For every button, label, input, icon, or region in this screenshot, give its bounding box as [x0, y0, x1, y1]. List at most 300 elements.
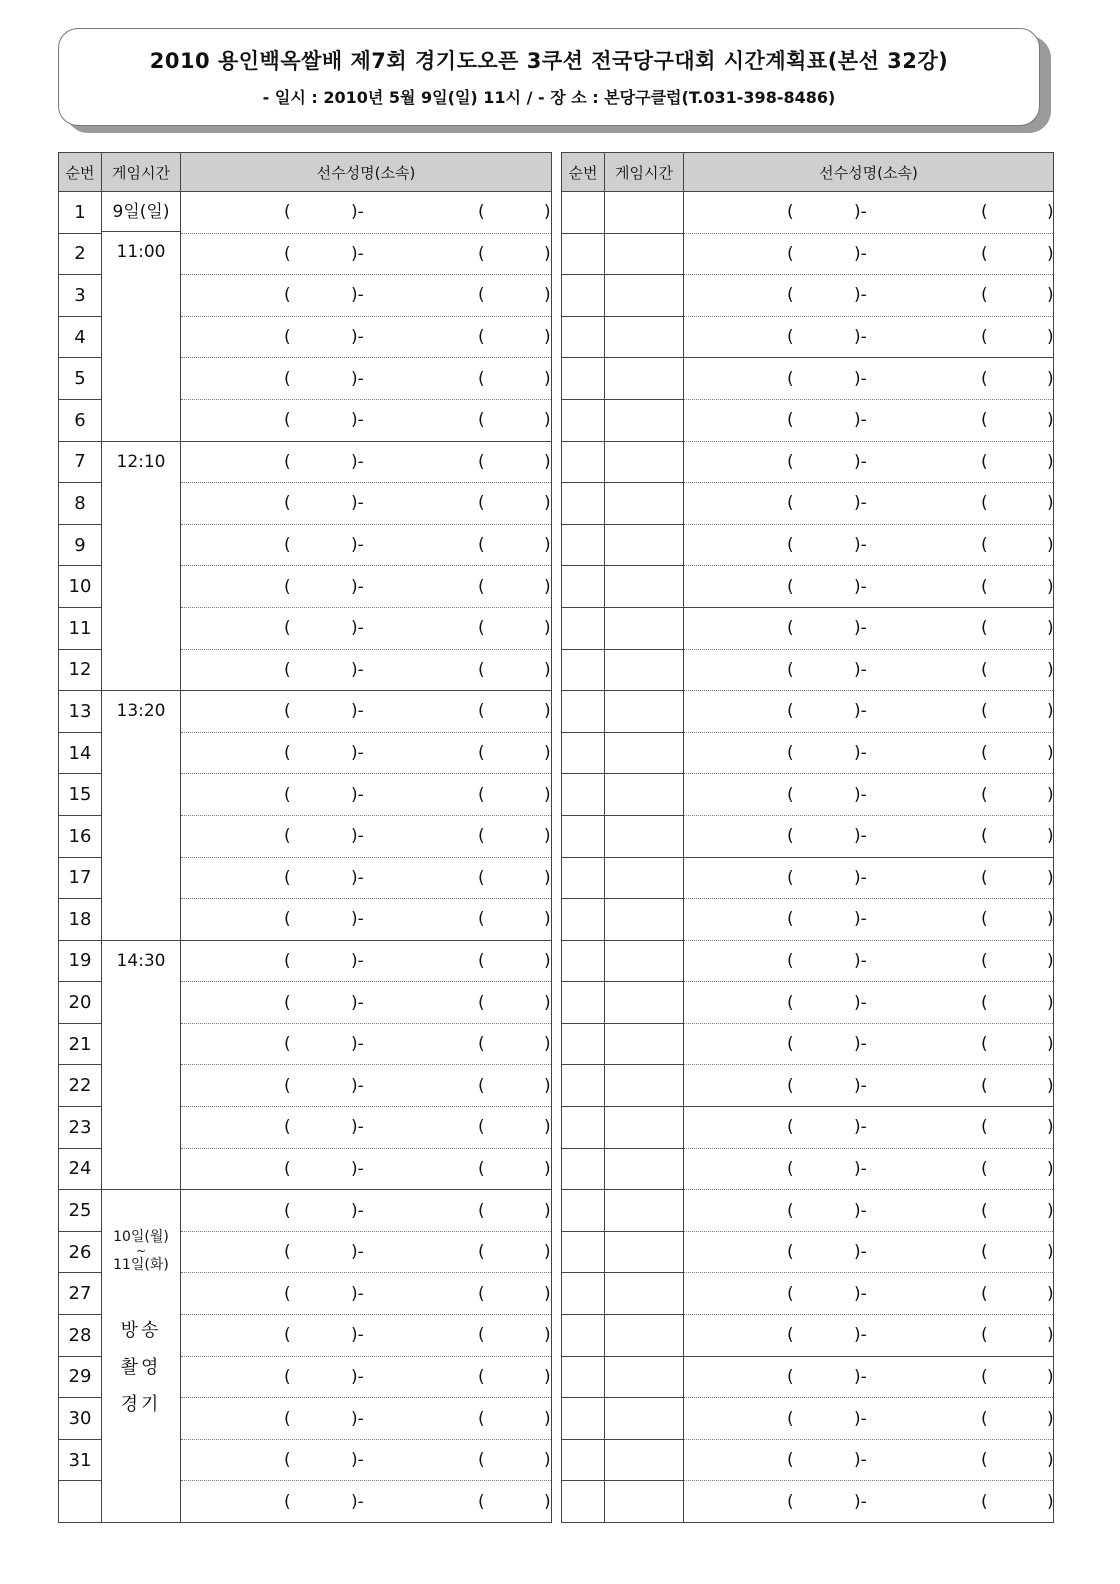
row-number-empty	[562, 233, 605, 275]
player2-close-paren: )	[1047, 1283, 1054, 1304]
player2-open-paren: (	[478, 285, 485, 306]
player2-close-paren: )	[544, 1034, 551, 1055]
player-pair-cell	[181, 857, 552, 899]
player1-close-dash: )-	[351, 743, 364, 764]
player1-close-dash: )-	[351, 950, 364, 971]
player2-open-paren: (	[981, 1117, 988, 1138]
player1-close-dash: )-	[351, 1117, 364, 1138]
player1-close-dash: )-	[854, 992, 867, 1013]
game-time-empty	[605, 732, 684, 774]
row-number: 29	[59, 1356, 102, 1398]
player1-open-paren: (	[787, 327, 794, 348]
player2-close-paren: )	[544, 410, 551, 431]
table-row	[562, 275, 1054, 317]
row-number-empty	[562, 1356, 605, 1398]
player1-open-paren: (	[787, 743, 794, 764]
player2-open-paren: (	[981, 1283, 988, 1304]
player-pair-cell	[181, 1190, 552, 1232]
player2-close-paren: )	[1047, 410, 1054, 431]
player1-close-dash: )-	[854, 243, 867, 264]
player2-close-paren: )	[544, 1325, 551, 1346]
table-row	[562, 316, 1054, 358]
player1-close-dash: )-	[351, 1158, 364, 1179]
player1-open-paren: (	[787, 659, 794, 680]
row-number-empty	[562, 1231, 605, 1273]
tilde-separator: ~	[135, 1244, 147, 1259]
player2-open-paren: (	[478, 1325, 485, 1346]
player1-close-dash: )-	[854, 618, 867, 639]
player1-open-paren: (	[787, 451, 794, 472]
player1-open-paren: (	[284, 992, 291, 1013]
player-pair-cell	[181, 358, 552, 400]
player1-open-paren: (	[787, 1450, 794, 1471]
player1-open-paren: (	[284, 1325, 291, 1346]
player1-open-paren: (	[787, 1200, 794, 1221]
player2-open-paren: (	[981, 1325, 988, 1346]
table-row	[59, 691, 552, 733]
game-time-empty	[605, 316, 684, 358]
player-pair-cell	[684, 316, 1054, 358]
player2-close-paren: )	[544, 950, 551, 971]
player1-open-paren: (	[284, 659, 291, 680]
row-number-empty	[562, 732, 605, 774]
player2-open-paren: (	[478, 1034, 485, 1055]
player-pair-cell	[181, 899, 552, 941]
player1-close-dash: )-	[351, 1491, 364, 1512]
game-time: 11:00	[116, 242, 166, 262]
player1-close-dash: )-	[854, 202, 867, 223]
player1-open-paren: (	[284, 1075, 291, 1096]
player2-close-paren: )	[544, 1408, 551, 1429]
game-time-empty	[605, 857, 684, 899]
player-pair-cell	[684, 857, 1054, 899]
player1-close-dash: )-	[351, 1450, 364, 1471]
player2-close-paren: )	[544, 451, 551, 472]
row-number-empty	[562, 275, 605, 317]
player1-close-dash: )-	[854, 1117, 867, 1138]
player2-close-paren: )	[1047, 1158, 1054, 1179]
game-time-cell	[102, 441, 181, 691]
player1-open-paren: (	[284, 1200, 291, 1221]
row-number-empty	[562, 649, 605, 691]
player1-open-paren: (	[787, 867, 794, 888]
player2-close-paren: )	[544, 659, 551, 680]
row-number: 2	[59, 233, 102, 275]
row-number-empty	[562, 815, 605, 857]
player-pair-cell	[684, 524, 1054, 566]
player1-close-dash: )-	[854, 1491, 867, 1512]
player1-close-dash: )-	[854, 451, 867, 472]
game-time-empty	[605, 774, 684, 816]
broadcast-line-1: 방송	[120, 1320, 162, 1342]
player2-close-paren: )	[1047, 909, 1054, 930]
player1-open-paren: (	[284, 867, 291, 888]
player-pair-cell	[181, 316, 552, 358]
player1-open-paren: (	[787, 1325, 794, 1346]
player2-close-paren: )	[544, 1200, 551, 1221]
player-pair-cell	[684, 940, 1054, 982]
game-time-cell	[102, 192, 181, 442]
table-row	[562, 358, 1054, 400]
player2-close-paren: )	[1047, 1075, 1054, 1096]
player-pair-cell	[181, 275, 552, 317]
row-number: 28	[59, 1315, 102, 1357]
game-time-empty	[605, 566, 684, 608]
schedule-table-left	[58, 152, 552, 1523]
player-pair-cell	[684, 1439, 1054, 1481]
player2-open-paren: (	[981, 576, 988, 597]
player1-open-paren: (	[284, 701, 291, 722]
player-pair-cell	[181, 1148, 552, 1190]
player2-open-paren: (	[478, 410, 485, 431]
player2-open-paren: (	[478, 950, 485, 971]
row-number-empty	[562, 1273, 605, 1315]
player2-close-paren: )	[544, 285, 551, 306]
player2-close-paren: )	[1047, 327, 1054, 348]
table-row	[562, 1190, 1054, 1232]
player-pair-cell	[684, 1231, 1054, 1273]
player1-open-paren: (	[284, 285, 291, 306]
player2-open-paren: (	[981, 992, 988, 1013]
game-time-empty	[605, 982, 684, 1024]
player-pair-cell	[181, 815, 552, 857]
table-row	[562, 1481, 1054, 1523]
player1-open-paren: (	[284, 1034, 291, 1055]
player1-open-paren: (	[284, 368, 291, 389]
row-number-empty	[562, 1315, 605, 1357]
col-seq-header: 순번	[59, 153, 102, 192]
player1-close-dash: )-	[854, 410, 867, 431]
table-row	[59, 940, 552, 982]
player1-close-dash: )-	[854, 535, 867, 556]
player2-open-paren: (	[981, 618, 988, 639]
player2-close-paren: )	[544, 992, 551, 1013]
player1-open-paren: (	[284, 1158, 291, 1179]
row-number: 20	[59, 982, 102, 1024]
player1-open-paren: (	[284, 327, 291, 348]
player2-close-paren: )	[544, 1075, 551, 1096]
col-seq-header: 순번	[562, 153, 605, 192]
player1-open-paren: (	[787, 243, 794, 264]
table-row	[562, 1231, 1054, 1273]
game-time-empty	[605, 940, 684, 982]
player1-open-paren: (	[284, 576, 291, 597]
player1-close-dash: )-	[854, 950, 867, 971]
row-number: 31	[59, 1439, 102, 1481]
row-number: 17	[59, 857, 102, 899]
player1-close-dash: )-	[351, 1283, 364, 1304]
row-number-empty	[562, 1398, 605, 1440]
row-number: 19	[59, 940, 102, 982]
player1-close-dash: )-	[351, 1242, 364, 1263]
player1-open-paren: (	[284, 493, 291, 514]
player2-close-paren: )	[1047, 826, 1054, 847]
player2-close-paren: )	[1047, 285, 1054, 306]
player-pair-cell	[684, 732, 1054, 774]
player2-close-paren: )	[544, 1366, 551, 1387]
player2-close-paren: )	[544, 743, 551, 764]
table-row	[562, 1315, 1054, 1357]
player1-close-dash: )-	[351, 202, 364, 223]
col-players-header: 선수성명(소속)	[684, 153, 1054, 192]
player2-open-paren: (	[478, 493, 485, 514]
col-time-header: 게임시간	[605, 153, 684, 192]
player1-close-dash: )-	[854, 701, 867, 722]
table-row	[562, 857, 1054, 899]
player1-close-dash: )-	[351, 909, 364, 930]
row-number: 25	[59, 1190, 102, 1232]
player2-close-paren: )	[544, 784, 551, 805]
row-number: 10	[59, 566, 102, 608]
player2-open-paren: (	[478, 1117, 485, 1138]
game-time-empty	[605, 1065, 684, 1107]
row-number: 4	[59, 316, 102, 358]
player-pair-cell	[684, 1148, 1054, 1190]
row-number-empty	[562, 441, 605, 483]
game-time-empty	[605, 899, 684, 941]
player2-open-paren: (	[478, 1075, 485, 1096]
player2-close-paren: )	[544, 701, 551, 722]
game-time-empty	[605, 1356, 684, 1398]
row-number: 27	[59, 1273, 102, 1315]
player-pair-cell	[181, 1065, 552, 1107]
table-row	[562, 566, 1054, 608]
row-number: 1	[59, 192, 102, 234]
player2-open-paren: (	[981, 368, 988, 389]
player1-open-paren: (	[787, 368, 794, 389]
player1-open-paren: (	[787, 909, 794, 930]
player-pair-cell	[181, 441, 552, 483]
table-row	[562, 899, 1054, 941]
player1-close-dash: )-	[351, 1075, 364, 1096]
row-number-empty	[562, 857, 605, 899]
player1-open-paren: (	[284, 743, 291, 764]
player2-open-paren: (	[981, 1408, 988, 1429]
player-pair-cell	[684, 358, 1054, 400]
row-number: 15	[59, 774, 102, 816]
player1-close-dash: )-	[351, 451, 364, 472]
player1-open-paren: (	[787, 1117, 794, 1138]
row-number-empty	[562, 1065, 605, 1107]
player-pair-cell	[684, 1190, 1054, 1232]
player-pair-cell	[181, 1023, 552, 1065]
player-pair-cell	[181, 691, 552, 733]
player2-open-paren: (	[981, 1075, 988, 1096]
broadcast-block	[102, 1190, 180, 1522]
player2-open-paren: (	[981, 243, 988, 264]
player2-close-paren: )	[544, 909, 551, 930]
row-number-empty	[562, 358, 605, 400]
player1-close-dash: )-	[351, 826, 364, 847]
player1-close-dash: )-	[854, 1034, 867, 1055]
player-pair-cell	[181, 1107, 552, 1149]
player2-close-paren: )	[1047, 743, 1054, 764]
player2-close-paren: )	[544, 535, 551, 556]
game-time-empty	[605, 1315, 684, 1357]
player1-close-dash: )-	[854, 659, 867, 680]
row-number-empty	[562, 899, 605, 941]
row-number: 18	[59, 899, 102, 941]
player1-close-dash: )-	[351, 368, 364, 389]
player-pair-cell	[181, 607, 552, 649]
player2-close-paren: )	[544, 618, 551, 639]
table-row	[59, 192, 552, 234]
row-number: 14	[59, 732, 102, 774]
player1-close-dash: )-	[854, 493, 867, 514]
player2-close-paren: )	[1047, 1408, 1054, 1429]
player2-close-paren: )	[1047, 535, 1054, 556]
row-number: 6	[59, 399, 102, 441]
row-number-empty	[562, 940, 605, 982]
table-row	[562, 732, 1054, 774]
player1-open-paren: (	[284, 1242, 291, 1263]
player1-close-dash: )-	[351, 784, 364, 805]
player2-open-paren: (	[478, 1408, 485, 1429]
row-number-empty	[562, 1439, 605, 1481]
player2-open-paren: (	[478, 1491, 485, 1512]
player2-close-paren: )	[544, 493, 551, 514]
row-number: 11	[59, 607, 102, 649]
player1-close-dash: )-	[351, 992, 364, 1013]
player1-open-paren: (	[787, 285, 794, 306]
player-pair-cell	[181, 982, 552, 1024]
player2-open-paren: (	[981, 784, 988, 805]
player2-close-paren: )	[1047, 1034, 1054, 1055]
player-pair-cell	[684, 441, 1054, 483]
player1-close-dash: )-	[351, 285, 364, 306]
player1-open-paren: (	[787, 618, 794, 639]
player1-close-dash: )-	[351, 618, 364, 639]
row-number-empty	[562, 691, 605, 733]
game-time-cell	[102, 691, 181, 941]
row-number-empty	[562, 192, 605, 234]
row-number-empty	[562, 483, 605, 525]
row-number: 9	[59, 524, 102, 566]
player2-close-paren: )	[1047, 493, 1054, 514]
row-number-empty	[562, 1148, 605, 1190]
game-time-empty	[605, 1148, 684, 1190]
game-time-empty	[605, 815, 684, 857]
table-row	[562, 1107, 1054, 1149]
player1-close-dash: )-	[854, 1242, 867, 1263]
player2-close-paren: )	[1047, 1242, 1054, 1263]
player-pair-cell	[181, 649, 552, 691]
row-number: 16	[59, 815, 102, 857]
player-pair-cell	[684, 899, 1054, 941]
player2-open-paren: (	[478, 1158, 485, 1179]
game-time-cell	[102, 940, 181, 1190]
player1-open-paren: (	[787, 535, 794, 556]
player-pair-cell	[684, 566, 1054, 608]
player1-close-dash: )-	[351, 327, 364, 348]
player2-close-paren: )	[544, 867, 551, 888]
player-pair-cell	[181, 192, 552, 234]
player2-close-paren: )	[544, 243, 551, 264]
page-subtitle: - 일시 : 2010년 5월 9일(일) 11시 / - 장 소 : 본당구클럽(T.031-398-8486)	[262, 88, 836, 107]
row-number-empty	[562, 1023, 605, 1065]
page-title: 2010 용인백옥쌀배 제7회 경기도오픈 3쿠션 전국당구대회 시간계획표(본선 32강)	[149, 49, 949, 73]
player1-open-paren: (	[787, 1491, 794, 1512]
player1-close-dash: )-	[351, 576, 364, 597]
game-time-empty	[605, 524, 684, 566]
player-pair-cell	[181, 1481, 552, 1523]
player1-close-dash: )-	[854, 784, 867, 805]
table-row	[562, 1398, 1054, 1440]
game-time-empty	[605, 1231, 684, 1273]
player-pair-cell	[181, 732, 552, 774]
row-number: 21	[59, 1023, 102, 1065]
player2-close-paren: )	[1047, 451, 1054, 472]
player2-open-paren: (	[478, 867, 485, 888]
player2-open-paren: (	[981, 1491, 988, 1512]
player-pair-cell	[181, 1356, 552, 1398]
table-row	[562, 1023, 1054, 1065]
player1-close-dash: )-	[854, 576, 867, 597]
player2-open-paren: (	[981, 410, 988, 431]
row-number: 8	[59, 483, 102, 525]
player2-open-paren: (	[981, 1158, 988, 1179]
player1-open-paren: (	[284, 410, 291, 431]
table-row	[562, 1439, 1054, 1481]
player-pair-cell	[684, 1023, 1054, 1065]
row-number: 3	[59, 275, 102, 317]
title-box	[58, 28, 1040, 126]
player-pair-cell	[684, 982, 1054, 1024]
player2-open-paren: (	[478, 327, 485, 348]
player-pair-cell	[684, 1107, 1054, 1149]
table-row	[562, 815, 1054, 857]
player1-open-paren: (	[787, 1283, 794, 1304]
player1-close-dash: )-	[854, 327, 867, 348]
row-number: 12	[59, 649, 102, 691]
player2-open-paren: (	[981, 202, 988, 223]
player2-open-paren: (	[478, 701, 485, 722]
player1-close-dash: )-	[351, 701, 364, 722]
player2-close-paren: )	[544, 576, 551, 597]
game-time-empty	[605, 1398, 684, 1440]
player1-open-paren: (	[284, 243, 291, 264]
player2-close-paren: )	[544, 1491, 551, 1512]
player1-close-dash: )-	[854, 826, 867, 847]
player2-open-paren: (	[981, 867, 988, 888]
row-number-empty	[562, 316, 605, 358]
player-pair-cell	[181, 940, 552, 982]
player1-open-paren: (	[284, 202, 291, 223]
player1-open-paren: (	[787, 950, 794, 971]
player2-close-paren: )	[1047, 618, 1054, 639]
game-time: 12:10	[116, 451, 166, 472]
player2-close-paren: )	[1047, 243, 1054, 264]
game-time-empty	[605, 691, 684, 733]
player1-open-paren: (	[284, 784, 291, 805]
table-row	[562, 1273, 1054, 1315]
player2-close-paren: )	[1047, 1491, 1054, 1512]
player-pair-cell	[181, 1231, 552, 1273]
table-row	[562, 774, 1054, 816]
player2-close-paren: )	[1047, 202, 1054, 223]
player1-close-dash: )-	[351, 1200, 364, 1221]
player2-close-paren: )	[1047, 576, 1054, 597]
broadcast-start-date: 10일(월)	[113, 1229, 169, 1246]
game-time-empty	[605, 1190, 684, 1232]
game-time-cell	[102, 1190, 181, 1523]
player1-close-dash: )-	[854, 867, 867, 888]
player-pair-cell	[684, 1065, 1054, 1107]
table-row	[562, 483, 1054, 525]
player-pair-cell	[684, 233, 1054, 275]
player2-open-paren: (	[478, 243, 485, 264]
player1-close-dash: )-	[854, 1450, 867, 1471]
